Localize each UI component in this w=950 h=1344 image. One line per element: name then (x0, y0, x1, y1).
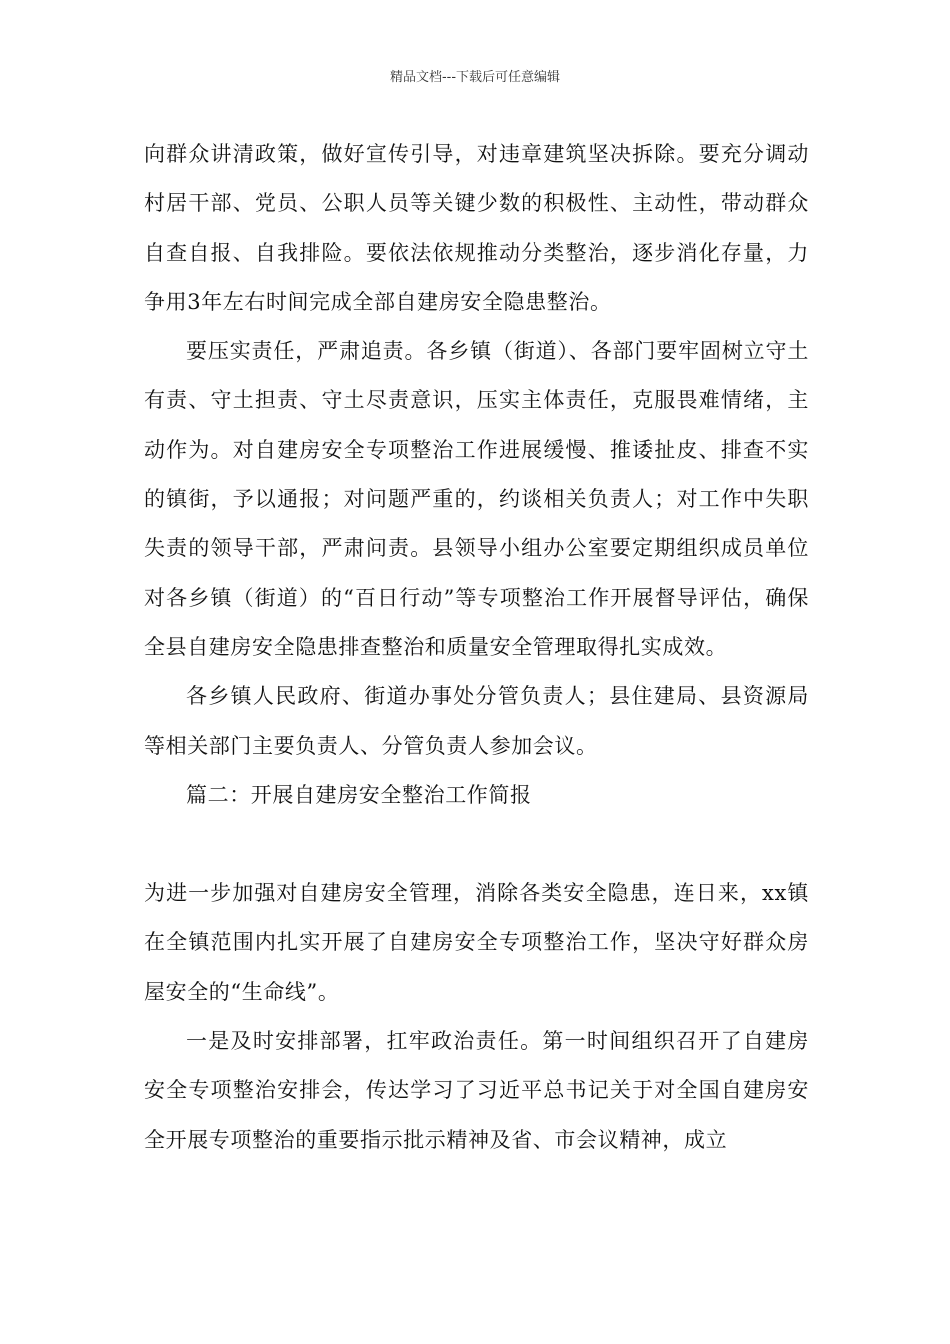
blank-line (144, 820, 809, 869)
document-body (144, 130, 809, 1165)
section-heading: 篇二：开展自建房安全整治工作简报 (186, 782, 532, 807)
paragraph-4: 为进一步加强对自建房安全管理，消除各类安全隐患，连日来，xx镇在全镇范围内扎实开展了自建房安全专项整治工作，坚决守好群众房屋安全的“生命线”。 (144, 881, 809, 1004)
paragraph-2: 要压实责任，严肃追责。各乡镇（街道）、各部门要牢固树立守土有责、守土担责、守土尽责意识，压实主体责任，克服畏难情绪，主动作为。对自建房安全专项整治工作进展缓慢、推诿扯皮、排查不实的镇街，予以通报；对问题严重的，约谈相关负责人；对工作中失职失责的领导干部，严肃问责。县领导小组办公室要定期组织成员单位对各乡镇（街道）的“百日行动”等专项整治工作开展督导评估，确保全县自建房安全隐患排查整治和质量安全管理取得扎实成效。 (144, 339, 809, 659)
page-header: 精品文档---下载后可任意编辑 (389, 70, 561, 85)
paragraph-5: 一是及时安排部署，扛牢政治责任。第一时间组织召开了自建房安全专项整治安排会，传达学习了习近平总书记关于对全国自建房安全开展专项整治的重要指示批示精神及省、市会议精神，成立 (144, 1029, 809, 1152)
paragraph-1: 向群众讲清政策，做好宣传引导，对违章建筑坚决拆除。要充分调动村居干部、党员、公职人员等关键少数的积极性、主动性，带动群众自查自报、自我排险。要依法依规推动分类整治，逐步消化存量，力争用3年左右时间完成全部自建房安全隐患整治。 (144, 142, 809, 314)
paragraph-3: 各乡镇人民政府、街道办事处分管负责人；县住建局、县资源局等相关部门主要负责人、分管负责人参加会议。 (144, 684, 809, 758)
